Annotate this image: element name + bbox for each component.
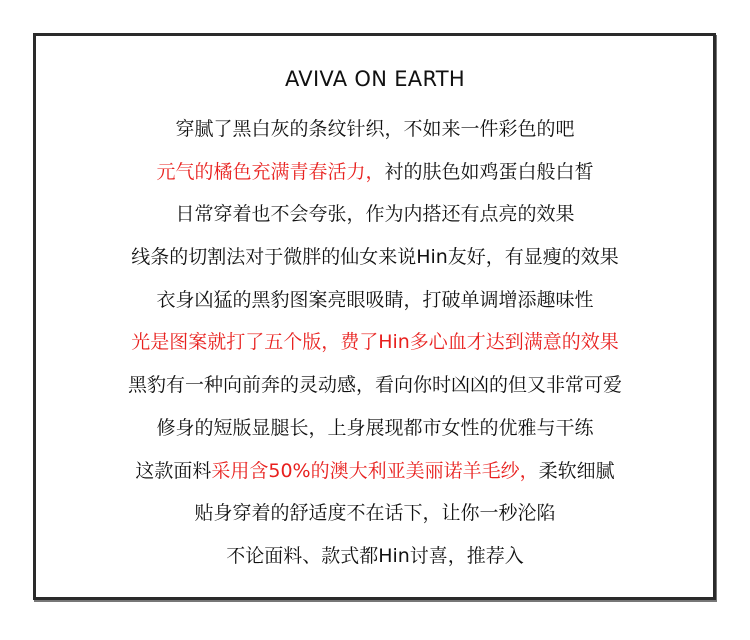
description-line [0,326,750,369]
line-text: 穿腻了黑白灰的条纹针织，不如来一件彩色的吧 [175,118,575,140]
description-lines [0,113,750,583]
page-title: AVIVA ON EARTH [284,67,466,91]
description-line [0,497,750,540]
line-text: 衣身凶猛的黑豹图案亮眼吸睛，打破单调增添趣味性 [156,288,594,311]
description-line [0,156,750,199]
description-line [0,113,750,156]
line-text: 柔软细腻 [538,459,615,482]
line-text: 黑豹有一种向前奔的灵动感，看向你时凶凶的但又非常可爱 [127,374,622,397]
description-line [0,412,750,455]
line-highlight: 采用含50%的澳大利亚美丽诺羊毛纱， [211,459,539,482]
line-text: 线条的切割法对于微胖的仙女来说Hin友好，有显瘦的效果 [131,246,619,269]
line-text: 这款面料 [135,459,212,482]
description-line [0,241,750,284]
description-line [0,198,750,241]
description-line [0,369,750,412]
line-text: 衬的肤色如鸡蛋白般白皙 [384,160,594,183]
line-text: 不论面料、款式都Hin讨喜，推荐入 [226,544,524,567]
line-highlight: 元气的橘色充满青春活力， [156,160,385,183]
description-line [0,455,750,498]
description-line [0,540,750,583]
line-text: 修身的短版显腿长，上身展现都市女性的优雅与干练 [156,416,594,439]
description-line [0,284,750,327]
line-text: 贴身穿着的舒适度不在话下，让你一秒沦陷 [194,502,556,525]
line-highlight: 光是图案就打了五个版，费了Hin多心血才达到满意的效果 [131,331,619,354]
line-text: 日常穿着也不会夸张，作为内搭还有点亮的效果 [175,203,575,226]
